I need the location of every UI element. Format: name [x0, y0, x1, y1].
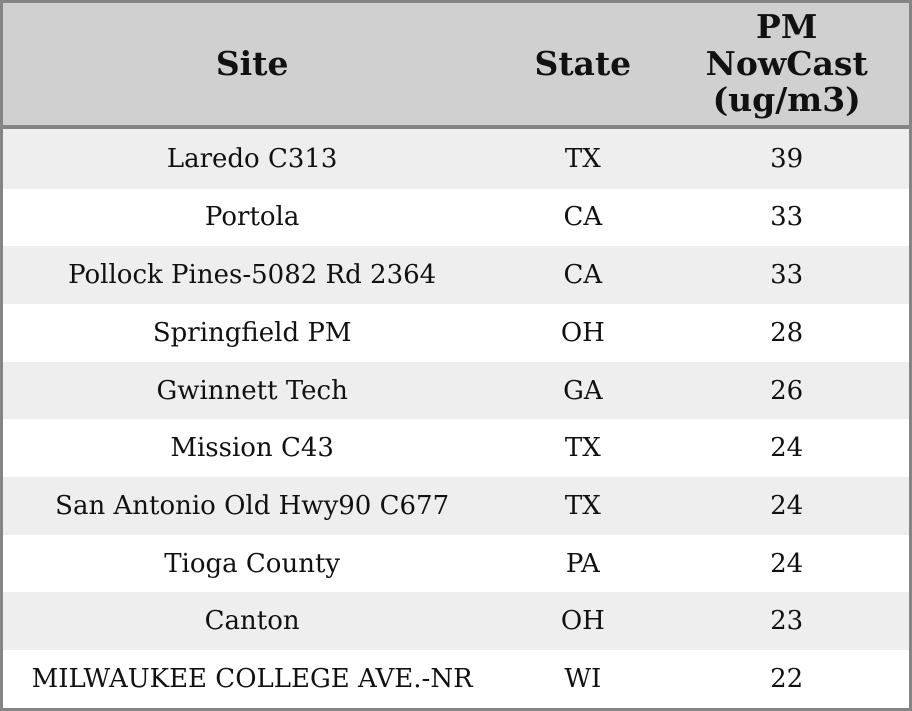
table-row	[3, 189, 909, 247]
pm-value-cell: 24	[770, 548, 804, 579]
pm-value-cell: 39	[770, 143, 804, 174]
site-cell: Gwinnett Tech	[156, 375, 348, 406]
site-cell: Pollock Pines-5082 Rd 2364	[68, 260, 437, 291]
pm-value-cell: 24	[770, 433, 804, 464]
pm-value-cell: 26	[770, 375, 804, 406]
table-row	[3, 362, 909, 420]
state-cell: GA	[563, 375, 603, 406]
state-cell: CA	[563, 202, 603, 233]
state-cell: PA	[565, 548, 600, 579]
site-cell: Laredo C313	[166, 143, 338, 174]
header-row	[3, 3, 909, 127]
state-cell: CA	[563, 260, 603, 291]
table-row	[3, 127, 909, 189]
site-cell: Portola	[204, 202, 300, 233]
column-header-pm-nowcast	[664, 3, 909, 127]
pm-nowcast-table	[3, 3, 909, 708]
state-cell: TX	[564, 143, 601, 174]
column-header-state	[501, 3, 664, 127]
state-cell: OH	[560, 317, 605, 348]
site-cell: Mission C43	[170, 433, 334, 464]
pm-value-cell: 22	[770, 664, 804, 695]
column-header-site	[3, 3, 501, 127]
table-row	[3, 304, 909, 362]
state-cell: OH	[560, 606, 605, 637]
table-row	[3, 246, 909, 304]
state-cell: WI	[564, 664, 602, 695]
table-row	[3, 650, 909, 708]
pm-value-cell: 33	[770, 260, 804, 291]
table-row	[3, 419, 909, 477]
pm-value-cell: 28	[770, 317, 804, 348]
table-row	[3, 535, 909, 593]
state-cell: TX	[564, 490, 601, 521]
pm-value-cell: 33	[770, 202, 804, 233]
table-row	[3, 477, 909, 535]
site-cell: Tioga County	[164, 548, 341, 579]
site-cell: San Antonio Old Hwy90 C677	[55, 490, 450, 521]
state-cell: TX	[564, 433, 601, 464]
pm-value-cell: 24	[770, 490, 804, 521]
column-header-state-label: State	[534, 43, 632, 83]
table-body	[3, 127, 909, 708]
site-cell: Canton	[204, 606, 300, 637]
table-row	[3, 592, 909, 650]
site-cell: Springfield PM	[152, 317, 352, 348]
site-cell: MILWAUKEE COLLEGE AVE.-NR	[31, 664, 473, 695]
column-header-site-label: Site	[215, 43, 289, 83]
pm-value-cell: 23	[770, 606, 804, 637]
column-header-pm-nowcast-label: PM NowCast (ug/m3)	[705, 6, 868, 120]
